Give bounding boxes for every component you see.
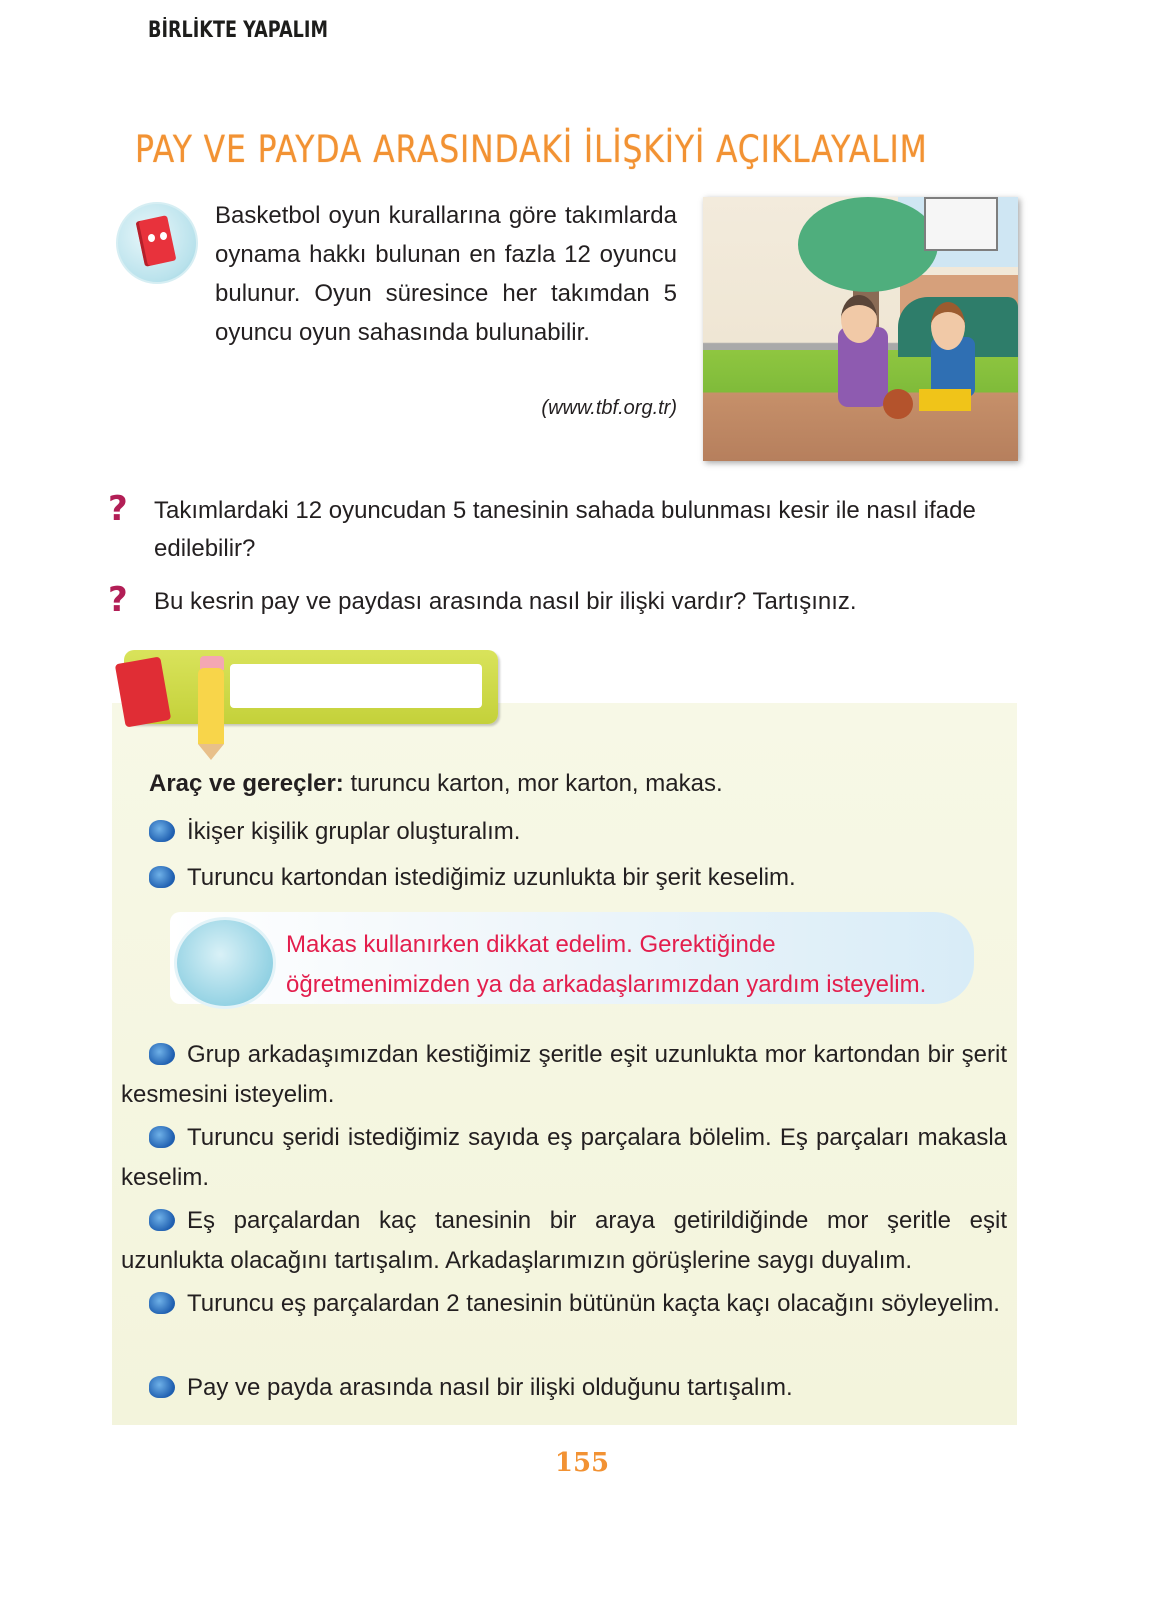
basketball-illustration [703,197,1018,461]
question-1: ? Takımlardaki 12 oyuncudan 5 tanesinin sahada bulunması kesir ile nasıl ifade edilebilir? [108,489,976,562]
safety-warning-text: Makas kullanırken dikkat edelim. Gerektiğinde öğretmenimizden ya da arkadaşlarımızdan yardım isteyelim. [286,931,927,998]
paint-splash-bullet-icon [149,1043,175,1065]
scissors-icon [174,917,276,1009]
activity-banner-title: BİRLİKTE YAPALIM [148,18,328,43]
paint-splash-bullet-icon [149,1126,175,1148]
activity-banner [124,650,498,724]
page-number: 155 [554,1448,610,1478]
question-2: ? Bu kesrin pay ve paydası arasında nasıl bir ilişki vardır? Tartışınız. [108,580,857,620]
notebook-mascot-icon [116,202,198,284]
question-mark-icon: ? [108,580,128,620]
page-title: PAY VE PAYDA ARASINDAKİ İLİŞKİYİ AÇIKLAYALIM [135,128,928,171]
intro-paragraph: Basketbol oyun kurallarına göre takımlarda oynama hakkı bulunan en fazla 12 oyuncu bulunur. Oyun süresince her takımdan 5 oyuncu oyun sahasında bulunabilir. [215,202,677,346]
paint-splash-bullet-icon [149,820,175,842]
step-7: Pay ve payda arasında nasıl bir ilişki olduğunu tartışalım. [121,1368,1007,1408]
step-1: İkişer kişilik gruplar oluşturalım. [149,812,1009,852]
step-5: Eş parçalardan kaç tanesinin bir araya getirildiğinde mor şeritle eşit uzunlukta olacağını tartışalım. Arkadaşlarımızın görüşlerine saygı duyalım. [121,1207,1007,1274]
tools-label: Araç ve gereçler: [149,770,344,797]
paint-splash-bullet-icon [149,1209,175,1231]
step-6: Turuncu eş parçalardan 2 tanesinin bütünün kaçta kaçı olacağını söyleyelim. [121,1284,1007,1324]
step-4: Turuncu şeridi istediğimiz sayıda eş parçalara bölelim. Eş parçaları makasla keselim. [121,1124,1007,1191]
paint-splash-bullet-icon [149,1376,175,1398]
tools-line [149,770,723,798]
paint-splash-bullet-icon [149,1292,175,1314]
tools-value: turuncu karton, mor karton, makas. [343,770,723,797]
question-mark-icon: ? [108,489,128,529]
step-2: Turuncu kartondan istediğimiz uzunlukta bir şerit keselim. [149,858,1009,898]
paint-splash-bullet-icon [149,866,175,888]
step-3: Grup arkadaşımızdan kestiğimiz şeritle eşit uzunlukta mor kartondan bir şerit kesmesini isteyelim. [121,1041,1007,1108]
source-citation: (www.tbf.org.tr) [541,397,677,419]
